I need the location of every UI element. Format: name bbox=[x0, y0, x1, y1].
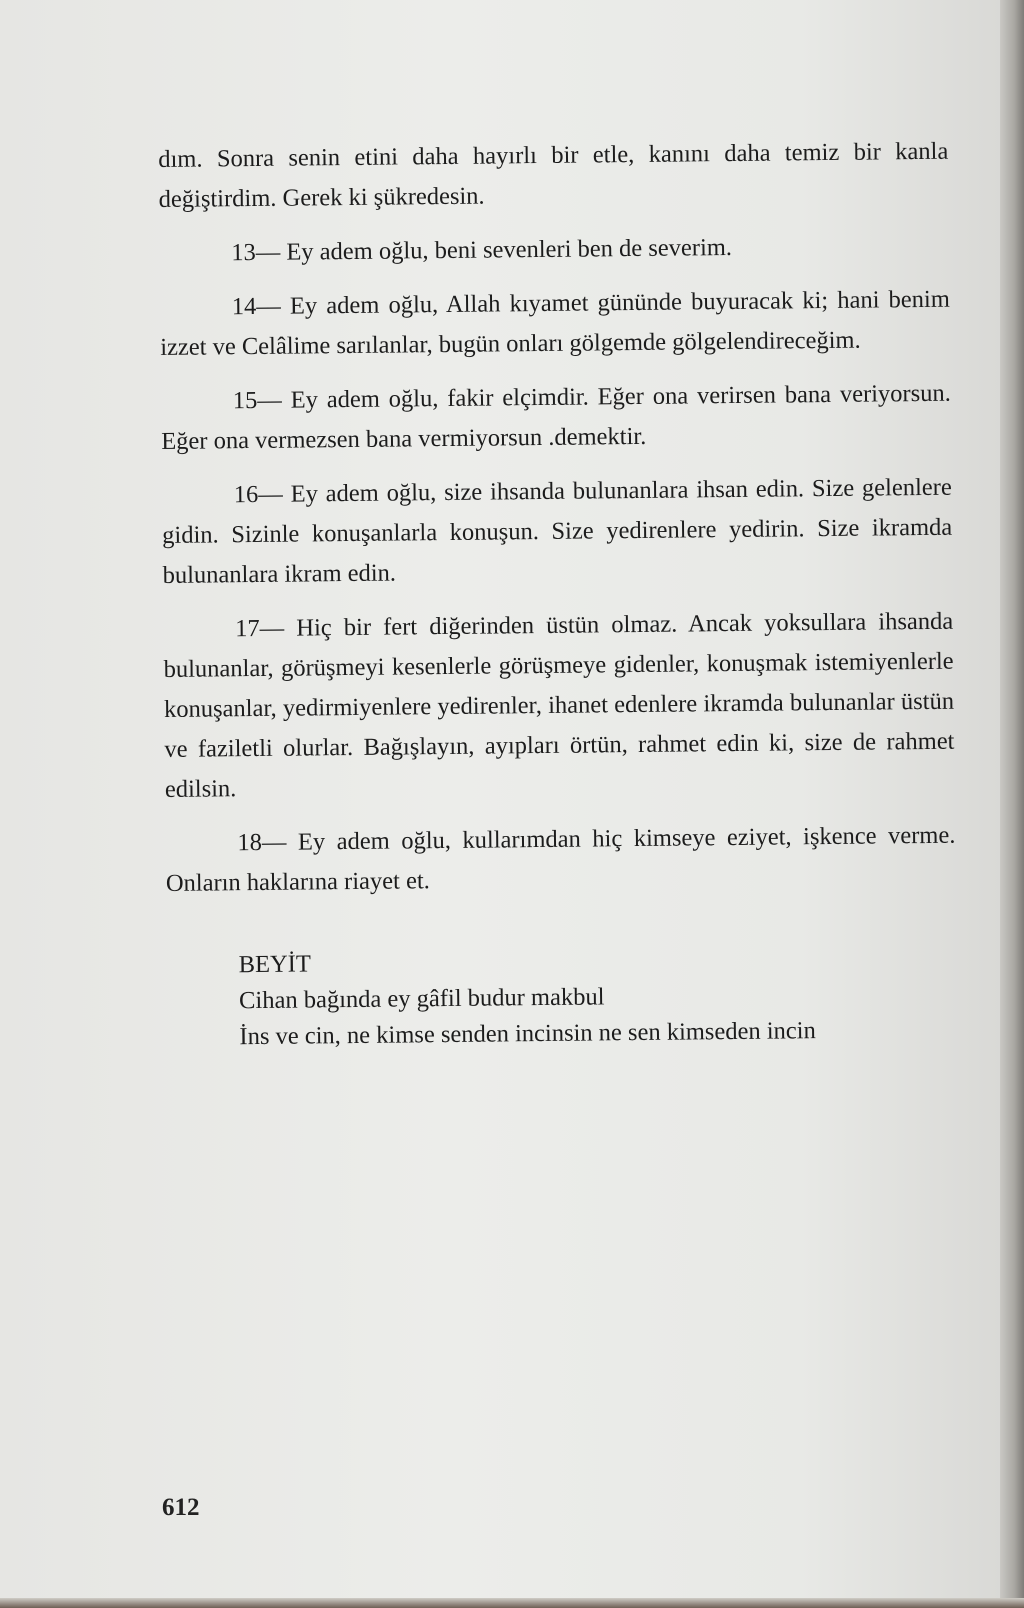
paragraph-15: 15— Ey adem oğlu, fakir elçimdir. Eğer ona verirsen bana veriyorsun. Eğer ona vermezsen bana vermiyorsun .demektir. bbox=[161, 379, 951, 455]
beyit-heading: BEYİT bbox=[238, 950, 311, 979]
paragraph-16: 16— Ey adem oğlu, size ihsanda bulunanlara ihsan edin. Size gelenlere gidin. Sizinle konuşanlarla konuşun. Size yedirenlere yedirin. Size ikramda bulunanlara ikram edin. bbox=[162, 473, 953, 589]
book-bottom-edge bbox=[0, 1598, 1024, 1608]
beyit-line-1: Cihan bağında ey gâfil budur makbul bbox=[238, 983, 605, 1015]
page-body-text bbox=[158, 124, 958, 1056]
beyit-verse bbox=[167, 940, 958, 1056]
paragraph-12-continued: dım. Sonra senin etini daha hayırlı bir etle, kanını daha temiz bir kanla değiştirdim. Gerek ki şükredesin. bbox=[158, 137, 949, 213]
paragraph-17: 17— Hiç bir fert diğerinden üstün olmaz. Ancak yoksullara ihsanda bulunanlar, görüşmeyi kesenlerle görüşmeye gidenler, konuşmak istemiyenlerle konuşanlar, yedirmiyenlere yedirenler, ihanet edenlere ikramda bulunanlar üstün ve faziletli olurlar. Bağışlayın, ayıpları örtün, rahmet edin ki, size de rahmet edilsin. bbox=[163, 607, 955, 803]
page-number: 612 bbox=[162, 1494, 200, 1521]
paragraph-18: 18— Ey adem oğlu, kullarımdan hiç kimseye eziyet, işkence verme. Onların haklarına riayet et. bbox=[165, 821, 956, 897]
book-page-edge bbox=[1000, 0, 1024, 1608]
paragraph-13: 13— Ey adem oğlu, beni sevenleri ben de severim. bbox=[231, 233, 733, 267]
paragraph-14: 14— Ey adem oğlu, Allah kıyamet gününde buyuracak ki; hani benim izzet ve Celâlime sarılanlar, bugün onları gölgemde gölgelendireceğim. bbox=[160, 285, 950, 361]
beyit-line-2: İns ve cin, ne kimse senden incinsin ne sen kimseden incin bbox=[239, 1017, 816, 1051]
